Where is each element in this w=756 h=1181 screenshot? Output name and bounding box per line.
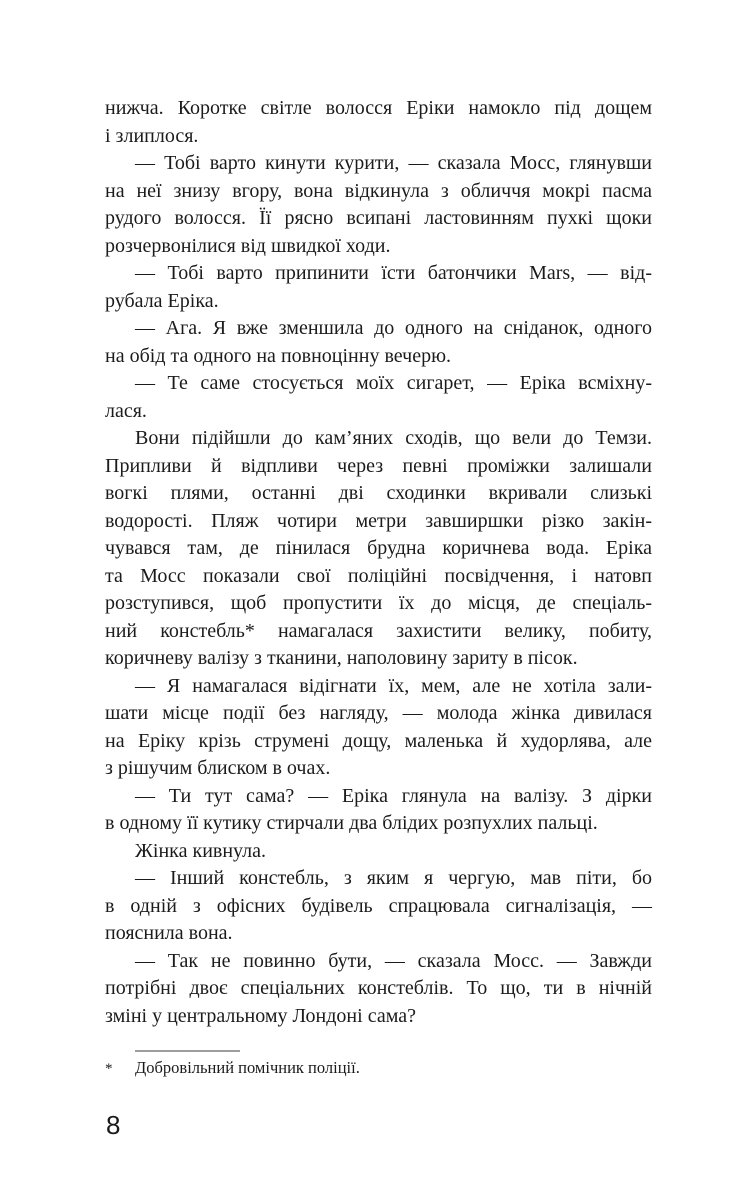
text-line: шати місце події без нагляду, — молода жінка дивилася [105,702,652,724]
text-line: з рішучим блиском в очах. [105,757,331,779]
text-line: потрібні двоє спеціальних констеблів. То що, ти в нічній [105,977,652,999]
text-line: Вони підійшли до кам’яних сходів, що вели до Темзи. [135,427,652,449]
text-line: розчервонілися від швидкої ходи. [105,234,391,257]
footnote-marker: * [105,1061,113,1077]
text-line: — Ага. Я вже зменшила до одного на сніданок, одного [135,317,652,339]
text-line: та Мосс показали свої поліційні посвідчення, і натовп [105,564,652,587]
text-line: — Те саме стосується моїх сигарет, — Еріка всміхну- [135,372,652,394]
text-line: — Я намагалася відігнати їх, мем, але не хотіла зали- [135,674,652,697]
text-line: рудого волосся. Її рясно всипані ластовинням пухкі щоки [105,207,652,229]
text-line: водорості. Пляж чотири метри завширшки різко закін- [105,509,652,532]
text-line: — Тобі варто кинути курити, — сказала Мосс, глянувши [135,152,652,174]
page-number: 8 [106,1110,121,1140]
text-line: ний констебль* намагалася захистити велику, побиту, [105,619,652,642]
text-line: нижча. Коротке світле волосся Еріки намокло під дощем [105,97,652,119]
text-line: в одній з офісних будівель спрацювала сигналізація, — [105,894,652,917]
text-block [105,95,652,1030]
text-line: лася. [105,399,147,422]
text-line: Припливи й відпливи через певні проміжки залишали [105,454,652,477]
text-line: вогкі плями, останні дві сходинки вкривали слизькі [105,482,652,504]
text-line: коричневу валізу з тканини, наполовину зариту в пісок. [105,647,578,669]
text-line: — Тобі варто припинити їсти батончики Mars, — від- [135,262,652,284]
text-line: рубала Еріка. [105,289,219,312]
text-line: пояснила вона. [105,922,233,944]
text-line: зміні у центральному Лондоні сама? [105,1004,416,1027]
text-line: — Інший констебль, з яким я чергую, мав піти, бо [135,867,652,889]
text-line: чувався там, де пінилася брудна коричнева вода. Еріка [105,537,652,559]
footnote-divider [135,1050,240,1052]
text-line: в одному її кутику стирчали два блідих розпухлих пальці. [105,812,598,834]
text-line: — Так не повинно бути, — сказала Мосс. — Завжди [135,949,652,972]
text-line: — Ти тут сама? — Еріка глянула на валізу. З дірки [135,784,652,807]
text-line: на Еріку крізь струмені дощу, маленька й худорлява, але [105,729,652,752]
text-line: на неї знизу вгору, вона відкинула з обличчя мокрі пасма [105,179,652,202]
text-line: розступився, щоб пропустити їх до місця, де спеціаль- [105,592,652,614]
text-line: і злиплося. [105,124,199,147]
footnote [105,1057,652,1080]
text-line: Жінка кивнула. [135,839,267,862]
text-line: на обід та одного на повноцінну вечерю. [105,344,452,367]
footnote-text: Добровільний помічник поліції. [135,1058,360,1077]
